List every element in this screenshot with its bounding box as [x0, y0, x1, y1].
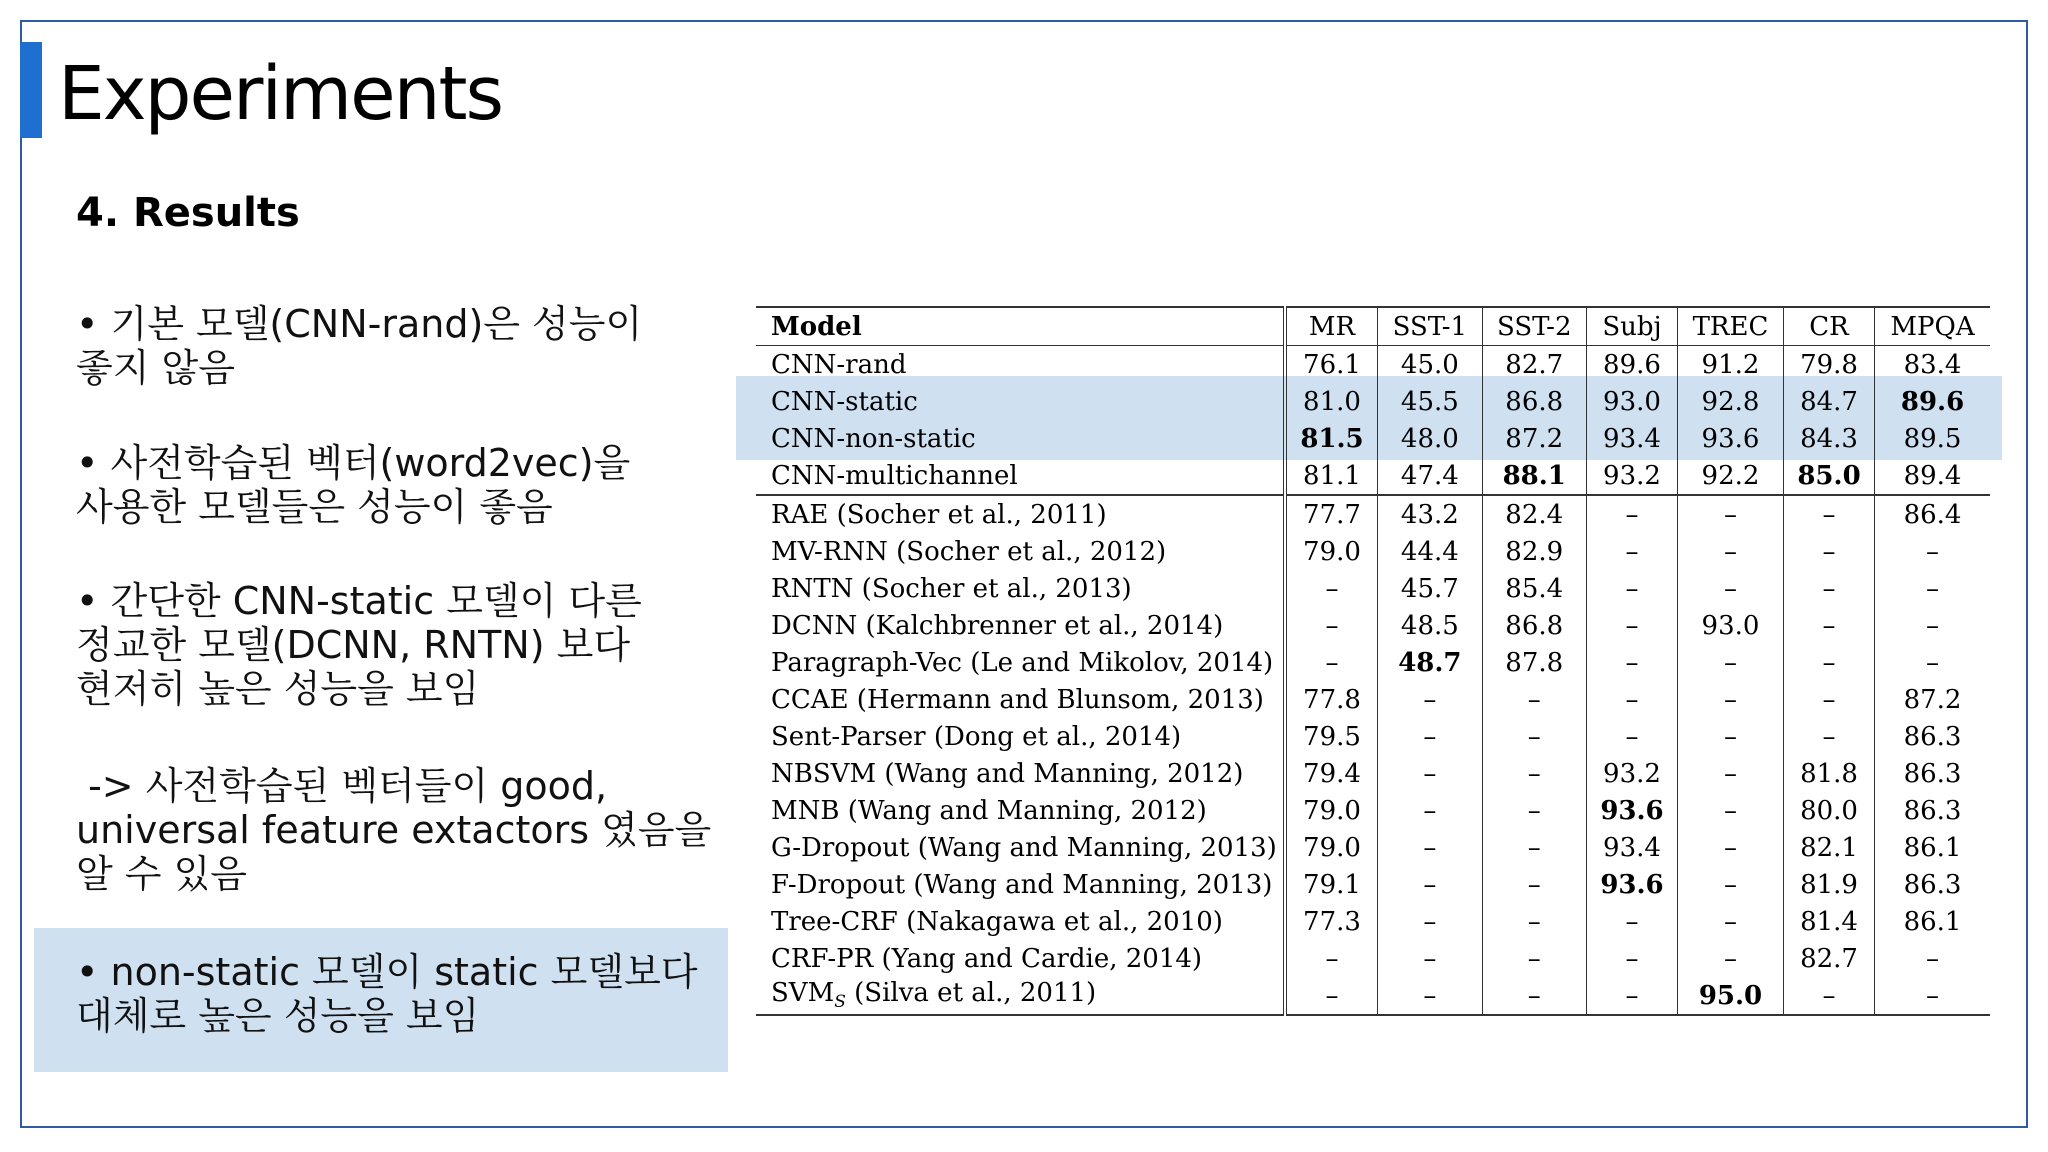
score-cell-sst2: –: [1482, 755, 1586, 792]
score-cell-sst2: –: [1482, 940, 1586, 977]
score-cell-subj: 93.6: [1586, 792, 1677, 829]
score-cell-sst1: –: [1378, 903, 1482, 940]
score-cell-sst1: 48.0: [1378, 420, 1482, 457]
model-name-cell: CNN-static: [756, 383, 1285, 420]
score-cell-sst1: 44.4: [1378, 533, 1482, 570]
score-cell-sst2: –: [1482, 681, 1586, 718]
bullet-4-line-3: 알 수 있음: [76, 852, 247, 896]
score-cell-cr: 79.8: [1783, 346, 1874, 384]
bullet-1-line-1: • 기본 모델(CNN-rand)은 성능이: [76, 302, 643, 346]
score-cell-cr: –: [1783, 607, 1874, 644]
score-cell-sst2: –: [1482, 977, 1586, 1015]
score-cell-mpqa: –: [1926, 536, 1940, 567]
model-name-cell: G-Dropout (Wang and Manning, 2013): [756, 829, 1285, 866]
score-cell-trec: 91.2: [1678, 346, 1784, 384]
score-cell-cr: –: [1783, 718, 1874, 755]
score-cell-mpqa: 89.6: [1900, 386, 1965, 417]
score-cell-mr: 79.0: [1285, 792, 1378, 829]
bullet-4-line-2: universal feature extactors 였음을: [76, 808, 712, 852]
score-cell-mr: 77.8: [1285, 681, 1378, 718]
score-cell-sst1: 45.0: [1378, 346, 1482, 384]
score-cell-sst2: 87.2: [1482, 420, 1586, 457]
score-cell-subj: –: [1586, 977, 1677, 1015]
header-sst2: SST-2: [1482, 307, 1586, 346]
bullet-5-line-2: 대체로 높은 성능을 보임: [76, 994, 480, 1038]
score-cell-cr: –: [1783, 533, 1874, 570]
score-cell-sst1: –: [1378, 792, 1482, 829]
score-cell-subj: –: [1586, 533, 1677, 570]
score-cell-subj: –: [1586, 718, 1677, 755]
score-cell-sst2: –: [1482, 903, 1586, 940]
score-cell-cr: 84.3: [1783, 420, 1874, 457]
table-row: [756, 866, 1990, 903]
score-cell-subj: –: [1586, 495, 1677, 533]
model-name-cell: CCAE (Hermann and Blunsom, 2013): [756, 681, 1285, 718]
score-cell-mr: –: [1285, 644, 1378, 681]
score-cell-sst1: –: [1378, 755, 1482, 792]
score-cell-trec: 93.0: [1678, 607, 1784, 644]
score-cell-trec: –: [1678, 940, 1784, 977]
table-row: [756, 346, 1990, 384]
table-row: [756, 792, 1990, 829]
score-cell-mpqa: 86.1: [1903, 832, 1962, 863]
model-name-cell: MV-RNN (Socher et al., 2012): [756, 533, 1285, 570]
model-name-cell: Paragraph-Vec (Le and Mikolov, 2014): [756, 644, 1285, 681]
score-cell-trec: –: [1678, 570, 1784, 607]
score-cell-mpqa: –: [1926, 610, 1940, 641]
bullet-3-line-1: • 간단한 CNN-static 모델이 다른: [76, 579, 642, 623]
header-model: Model: [756, 307, 1285, 346]
score-cell-trec: –: [1678, 829, 1784, 866]
bullet-3-line-2: 정교한 모델(DCNN, RNTN) 보다: [76, 623, 631, 667]
score-cell-subj: 93.4: [1586, 829, 1677, 866]
score-cell-mpqa: 86.3: [1903, 721, 1962, 752]
score-cell-cr: 81.9: [1783, 866, 1874, 903]
score-cell-cr: –: [1783, 977, 1874, 1015]
score-cell-mr: 79.4: [1285, 755, 1378, 792]
score-cell-trec: 92.2: [1678, 457, 1784, 495]
score-cell-trec: –: [1678, 533, 1784, 570]
score-cell-sst1: 47.4: [1378, 457, 1482, 495]
score-cell-mr: 81.0: [1285, 383, 1378, 420]
score-cell-trec: –: [1678, 644, 1784, 681]
score-cell-mpqa: –: [1926, 647, 1940, 678]
table-row: [756, 607, 1990, 644]
score-cell-cr: –: [1783, 495, 1874, 533]
score-cell-mpqa: 87.2: [1903, 684, 1962, 715]
score-cell-sst1: 48.7: [1378, 644, 1482, 681]
score-cell-sst2: 82.9: [1482, 533, 1586, 570]
title-accent-bar: [20, 42, 42, 138]
score-cell-sst1: –: [1378, 940, 1482, 977]
model-name-cell: NBSVM (Wang and Manning, 2012): [756, 755, 1285, 792]
score-cell-cr: 85.0: [1783, 457, 1874, 495]
score-cell-mpqa: 86.3: [1903, 795, 1962, 826]
score-cell-mr: –: [1285, 570, 1378, 607]
score-cell-cr: –: [1783, 570, 1874, 607]
table-row: [756, 903, 1990, 940]
score-cell-sst2: 85.4: [1482, 570, 1586, 607]
table-row: [756, 940, 1990, 977]
score-cell-trec: –: [1678, 866, 1784, 903]
section-heading: 4. Results: [76, 190, 300, 236]
model-name-cell: CNN-rand: [756, 346, 1285, 384]
header-cr: CR: [1783, 307, 1874, 346]
score-cell-sst2: –: [1482, 718, 1586, 755]
score-cell-sst2: 82.4: [1482, 495, 1586, 533]
model-name-cell: F-Dropout (Wang and Manning, 2013): [756, 866, 1285, 903]
score-cell-trec: –: [1678, 792, 1784, 829]
score-cell-cr: 82.1: [1783, 829, 1874, 866]
model-name-cell: CNN-non-static: [756, 420, 1285, 457]
score-cell-mr: –: [1285, 607, 1378, 644]
score-cell-mpqa: 86.3: [1903, 758, 1962, 789]
score-cell-subj: 89.6: [1586, 346, 1677, 384]
header-subj: Subj: [1586, 307, 1677, 346]
score-cell-subj: 93.0: [1586, 383, 1677, 420]
score-cell-mpqa: –: [1926, 980, 1940, 1011]
score-cell-mr: 77.3: [1285, 903, 1378, 940]
score-cell-trec: 92.8: [1678, 383, 1784, 420]
score-cell-sst2: 82.7: [1482, 346, 1586, 384]
score-cell-mpqa: 86.1: [1903, 906, 1962, 937]
model-name-cell: CRF-PR (Yang and Cardie, 2014): [756, 940, 1285, 977]
score-cell-sst1: 48.5: [1378, 607, 1482, 644]
model-name-cell: RNTN (Socher et al., 2013): [756, 570, 1285, 607]
table-row: [756, 570, 1990, 607]
score-cell-mr: 76.1: [1285, 346, 1378, 384]
header-sst1: SST-1: [1378, 307, 1482, 346]
score-cell-sst2: –: [1482, 829, 1586, 866]
score-cell-subj: –: [1586, 940, 1677, 977]
score-cell-subj: 93.6: [1586, 866, 1677, 903]
score-cell-mr: 77.7: [1285, 495, 1378, 533]
model-name-cell: MNB (Wang and Manning, 2012): [756, 792, 1285, 829]
score-cell-subj: –: [1586, 570, 1677, 607]
header-mpqa: MPQA: [1890, 311, 1975, 342]
bullet-5-line-1: • non-static 모델이 static 모델보다: [76, 950, 698, 994]
score-cell-mr: –: [1285, 940, 1378, 977]
model-name-cell: CNN-multichannel: [756, 457, 1285, 495]
bullet-2-line-2: 사용한 모델들은 성능이 좋음: [76, 485, 553, 529]
table-row: [756, 718, 1990, 755]
model-name-cell: DCNN (Kalchbrenner et al., 2014): [756, 607, 1285, 644]
score-cell-mr: 79.5: [1285, 718, 1378, 755]
slide-title: Experiments: [58, 51, 503, 137]
table-row: [756, 420, 1990, 457]
score-cell-sst1: 45.7: [1378, 570, 1482, 607]
score-cell-sst2: 86.8: [1482, 607, 1586, 644]
score-cell-sst2: 86.8: [1482, 383, 1586, 420]
table-row: [756, 457, 1990, 495]
score-cell-mr: 79.1: [1285, 866, 1378, 903]
table-row: [756, 644, 1990, 681]
score-cell-trec: –: [1678, 755, 1784, 792]
score-cell-trec: –: [1678, 495, 1784, 533]
score-cell-sst1: –: [1378, 681, 1482, 718]
score-cell-mpqa: 86.3: [1903, 869, 1962, 900]
score-cell-cr: –: [1783, 681, 1874, 718]
table-row: [756, 495, 1990, 533]
model-name-cell: Sent-Parser (Dong et al., 2014): [756, 718, 1285, 755]
score-cell-mpqa: 89.4: [1903, 460, 1962, 491]
score-cell-cr: –: [1783, 644, 1874, 681]
score-cell-mr: 81.1: [1285, 457, 1378, 495]
score-cell-subj: –: [1586, 903, 1677, 940]
results-table: [756, 306, 1990, 1016]
bullet-3-line-3: 현저히 높은 성능을 보임: [76, 667, 480, 711]
score-cell-trec: –: [1678, 718, 1784, 755]
score-cell-subj: –: [1586, 644, 1677, 681]
table-row: [756, 977, 1990, 1015]
model-name-cell: Tree-CRF (Nakagawa et al., 2010): [756, 903, 1285, 940]
score-cell-sst1: –: [1378, 977, 1482, 1015]
score-cell-sst2: –: [1482, 866, 1586, 903]
table-header-row: [756, 307, 1990, 346]
score-cell-mr: 79.0: [1285, 829, 1378, 866]
bullet-4-line-1: -> 사전학습된 벡터들이 good,: [76, 764, 608, 808]
score-cell-subj: 93.2: [1586, 457, 1677, 495]
score-cell-mpqa: 83.4: [1903, 349, 1962, 380]
score-cell-trec: 93.6: [1678, 420, 1784, 457]
score-cell-subj: 93.2: [1586, 755, 1677, 792]
score-cell-mpqa: –: [1926, 943, 1940, 974]
score-cell-mr: 81.5: [1285, 420, 1378, 457]
score-cell-sst1: –: [1378, 829, 1482, 866]
score-cell-cr: 81.8: [1783, 755, 1874, 792]
score-cell-subj: –: [1586, 681, 1677, 718]
table-row: [756, 755, 1990, 792]
score-cell-mpqa: 86.4: [1903, 499, 1962, 530]
table-row: [756, 829, 1990, 866]
score-cell-cr: 82.7: [1783, 940, 1874, 977]
model-name-cell: RAE (Socher et al., 2011): [756, 495, 1285, 533]
score-cell-sst2: 88.1: [1482, 457, 1586, 495]
score-cell-cr: 81.4: [1783, 903, 1874, 940]
table-body: [756, 346, 1990, 1016]
table-row: [756, 383, 1990, 420]
score-cell-subj: 93.4: [1586, 420, 1677, 457]
table-row: [756, 533, 1990, 570]
header-mr: MR: [1285, 307, 1378, 346]
score-cell-sst2: –: [1482, 792, 1586, 829]
score-cell-trec: 95.0: [1678, 977, 1784, 1015]
score-cell-sst1: –: [1378, 718, 1482, 755]
score-cell-mr: –: [1285, 977, 1378, 1015]
score-cell-mr: 79.0: [1285, 533, 1378, 570]
score-cell-trec: –: [1678, 903, 1784, 940]
score-cell-cr: 80.0: [1783, 792, 1874, 829]
model-name-cell: $SVM_S$ (Silva et al., 2011): [756, 977, 1285, 1015]
bullet-2-line-1: • 사전학습된 벡터(word2vec)을: [76, 441, 631, 485]
score-cell-cr: 84.7: [1783, 383, 1874, 420]
score-cell-sst2: 87.8: [1482, 644, 1586, 681]
bullet-1-line-2: 좋지 않음: [76, 346, 235, 390]
score-cell-mpqa: 89.5: [1903, 423, 1962, 454]
table-row: [756, 681, 1990, 718]
header-trec: TREC: [1678, 307, 1784, 346]
score-cell-sst1: –: [1378, 866, 1482, 903]
score-cell-subj: –: [1586, 607, 1677, 644]
score-cell-sst1: 43.2: [1378, 495, 1482, 533]
score-cell-trec: –: [1678, 681, 1784, 718]
score-cell-sst1: 45.5: [1378, 383, 1482, 420]
score-cell-mpqa: –: [1926, 573, 1940, 604]
